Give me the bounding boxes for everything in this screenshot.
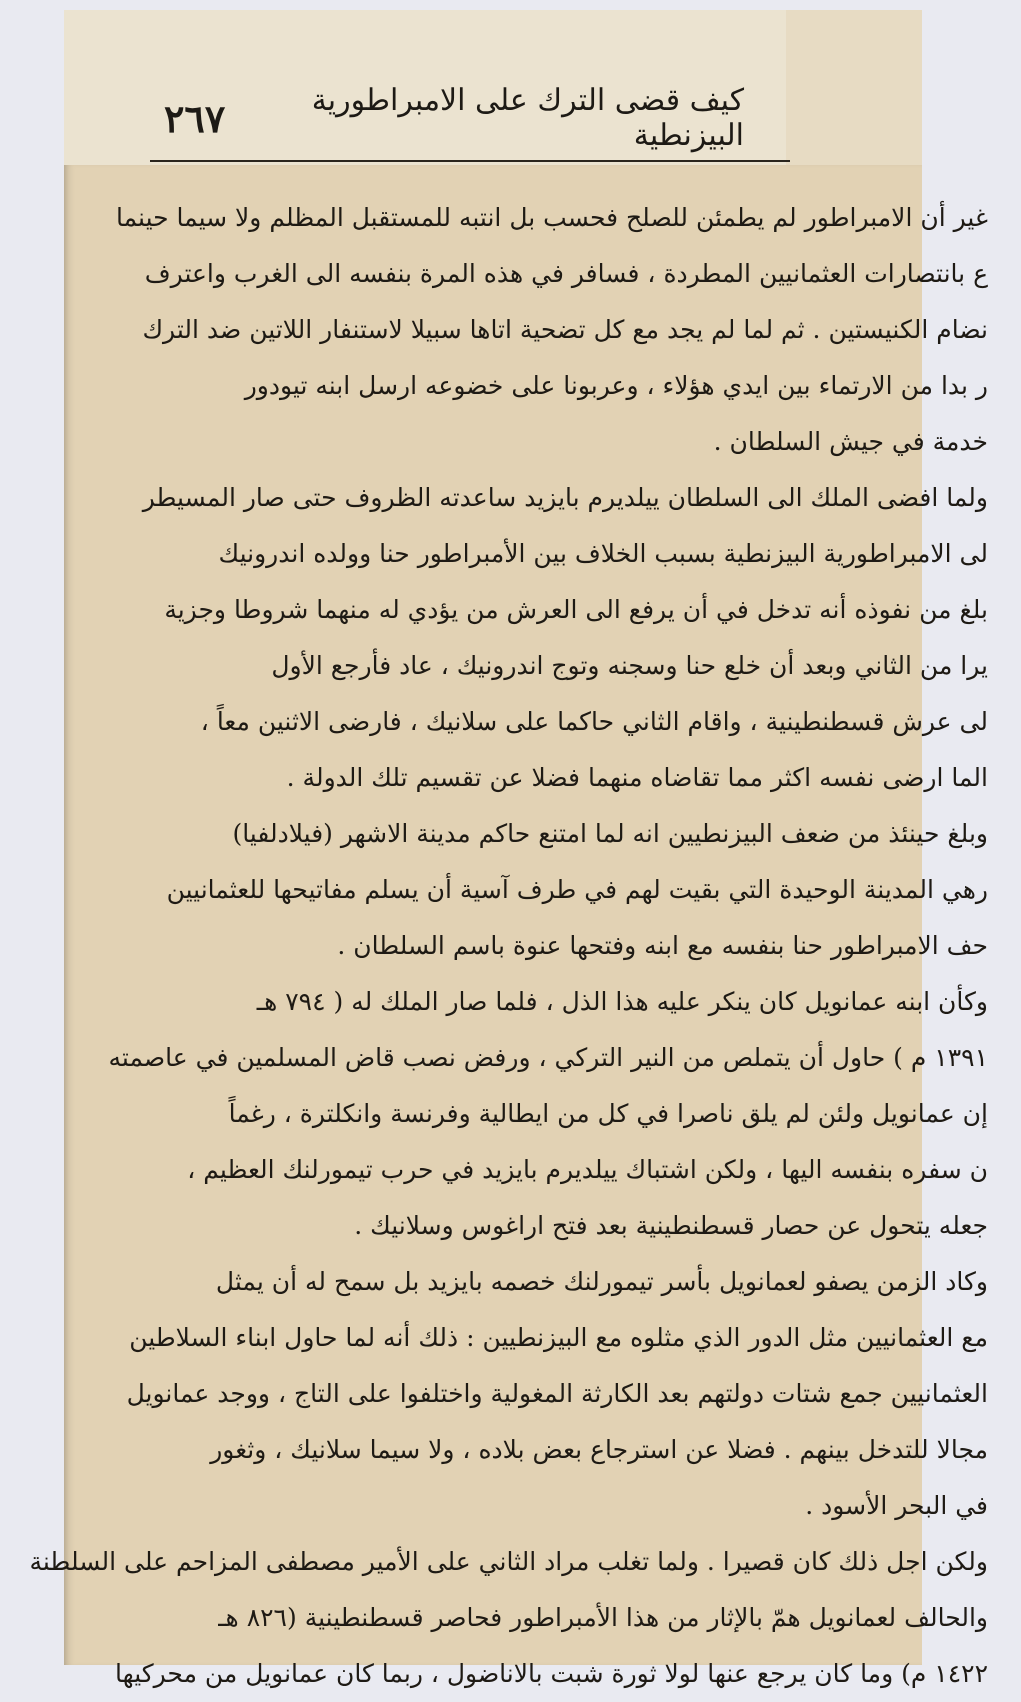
text-line: نضام الكنيستين . ثم لما لم يجد مع كل تضحية اتاها سبيلا لاستنفار اللاتين ضد الترك	[142, 315, 988, 344]
page-header	[164, 83, 744, 153]
text-line: خدمة في جيش السلطان .	[713, 427, 988, 456]
text-line: جعله يتحول عن حصار قسطنطينية بعد فتح اراغوس وسلانيك .	[354, 1211, 988, 1240]
text-line: بلغ من نفوذه أنه تدخل في أن يرفع الى العرش من يؤدي له منهما شروطا وجزية	[164, 595, 988, 624]
text-line: رهي المدينة الوحيدة التي بقيت لهم في طرف آسية أن يسلم مفاتيحها للعثمانيين	[166, 875, 988, 904]
paragraph	[138, 806, 988, 974]
text-line: وكاد الزمن يصفو لعمانويل بأسر تيمورلنك خصمه بايزيد بل سمح له أن يمثل	[215, 1267, 988, 1296]
text-line: ن سفره بنفسه اليها ، ولكن اشتباك ييلديرم بايزيد في حرب تيمورلنك العظيم ،	[187, 1155, 988, 1184]
text-line: في البحر الأسود .	[805, 1491, 988, 1520]
text-line: ١٣٩١ م ) حاول أن يتملص من النير التركي ، ورفض نصب قاض المسلمين في عاصمته	[108, 1043, 988, 1072]
text-line: ع بانتصارات العثمانيين المطردة ، فسافر في هذه المرة بنفسه الى الغرب واعترف	[144, 259, 988, 288]
text-line: ولكن اجل ذلك كان قصيرا . ولما تغلب مراد الثاني على الأمير مصطفى المزاحم على السلطنة	[29, 1547, 988, 1576]
paragraph	[138, 470, 988, 806]
paragraph	[108, 974, 988, 1254]
text-line: غير أن الامبراطور لم يطمئن للصلح فحسب بل انتبه للمستقبل المظلم ولا سيما حينما	[115, 203, 988, 232]
text-line: حف الامبراطور حنا بنفسه مع ابنه وفتحها عنوة باسم السلطان .	[337, 931, 988, 960]
header-rule	[150, 160, 790, 162]
text-line: الما ارضى نفسه اكثر مما تقاضاه منهما فضلا عن تقسيم تلك الدولة .	[286, 763, 988, 792]
paragraph	[29, 1534, 988, 1702]
text-line: ١٤٢٢ م) وما كان يرجع عنها لولا ثورة شبت بالاناضول ، ربما كان عمانويل من محركيها	[115, 1659, 988, 1688]
running-title: كيف قضى الترك على الامبراطورية البيزنطية	[311, 83, 744, 153]
paragraph	[126, 1254, 988, 1534]
text-line: العثمانيين جمع شتات دولتهم بعد الكارثة المغولية واختلفوا على التاج ، ووجد عمانويل	[126, 1379, 988, 1408]
text-line: ولما افضى الملك الى السلطان ييلديرم بايزيد ساعدته الظروف حتى صار المسيطر	[142, 483, 988, 512]
text-line: ر بدا من الارتماء بين ايدي هؤلاء ، وعربونا على خضوعه ارسل ابنه تيودور	[244, 371, 988, 400]
text-line: يرا من الثاني وبعد أن خلع حنا وسجنه وتوج اندرونيك ، عاد فأرجع الأول	[271, 651, 988, 680]
text-line: لى عرش قسطنطينية ، واقام الثاني حاكما على سلانيك ، فارضى الاثنين معاً ،	[200, 707, 988, 736]
text-line: لى الامبراطورية البيزنطية بسبب الخلاف بين الأمبراطور حنا وولده اندرونيك	[218, 539, 988, 568]
text-line: والحالف لعمانويل همّ بالإثار من هذا الأمبراطور فحاصر قسطنطينية (٨٢٦ هـ	[218, 1603, 988, 1632]
text-line: مع العثمانيين مثل الدور الذي مثلوه مع البيزنطيين : ذلك أنه لما حاول ابناء السلاطين	[129, 1323, 988, 1352]
page-number: ٢٦٧	[164, 95, 226, 141]
text-line: مجالا للتدخل بينهم . فضلا عن استرجاع بعض بلاده ، ولا سيما سلانيك ، وثغور	[210, 1435, 988, 1464]
paragraph	[115, 190, 988, 470]
text-line: وبلغ حينئذ من ضعف البيزنطيين انه لما امتنع حاكم مدينة الاشهر (فيلادلفيا)	[232, 819, 988, 848]
body-text	[29, 190, 988, 1702]
book-page	[29, 10, 988, 1688]
text-line: إن عمانويل ولئن لم يلق ناصرا في كل من ايطالية وفرنسة وانكلترة ، رغماً	[228, 1099, 988, 1128]
text-line: وكأن ابنه عمانويل كان ينكر عليه هذا الذل ، فلما صار الملك له ( ٧٩٤ هـ	[256, 987, 988, 1016]
